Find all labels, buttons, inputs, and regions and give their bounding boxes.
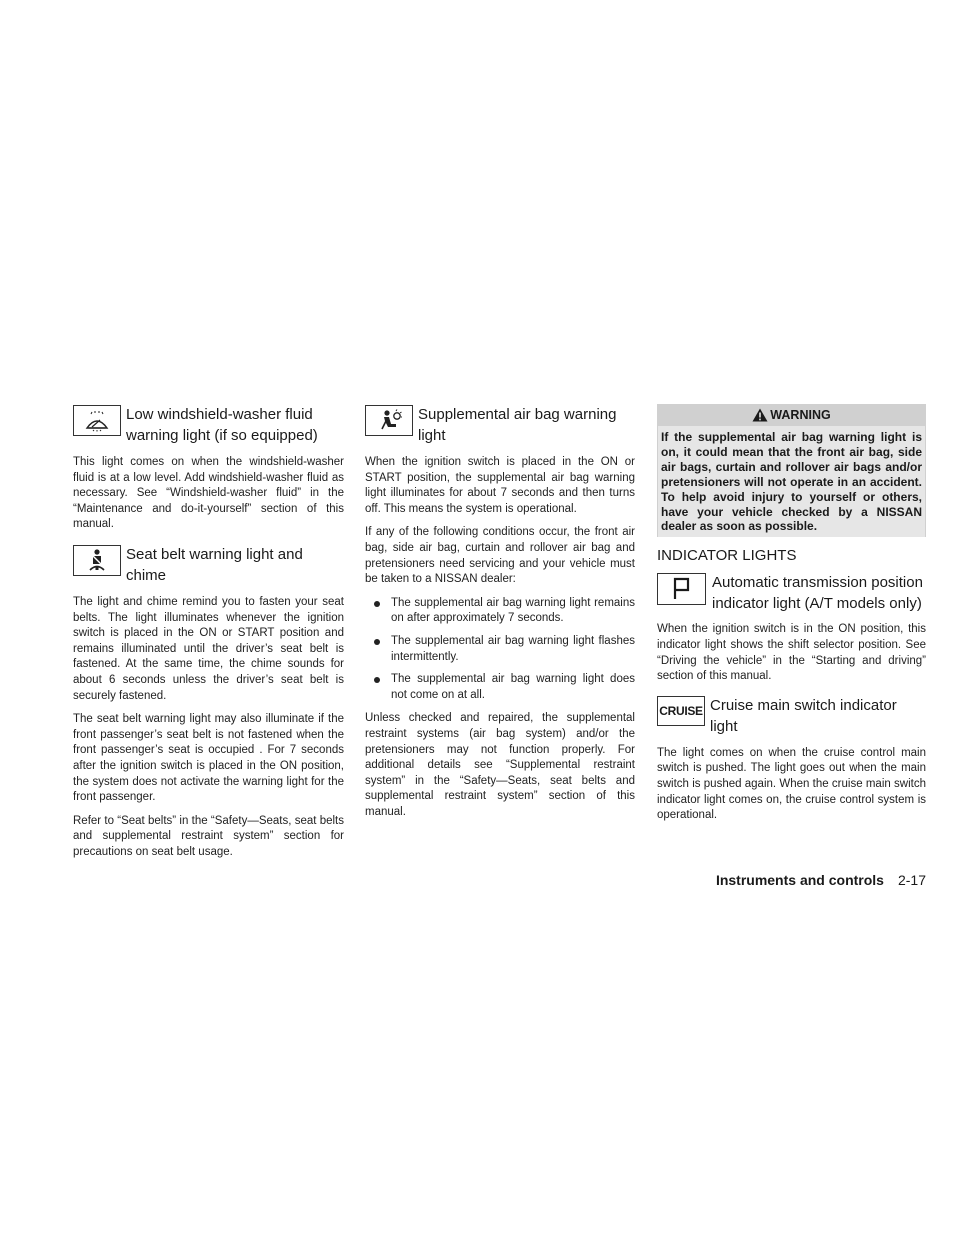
airbag-title: Supplemental air bag warning light	[418, 406, 617, 444]
page-number: 2-17	[897, 872, 926, 888]
bullet-icon	[374, 639, 380, 645]
page-footer	[716, 872, 926, 888]
at-position-heading	[657, 572, 926, 614]
cruise-body: The light comes on when the cruise control main switch is pushed. The light goes out when the main switch is pushed again. When the cruise main switch indicator light comes on, the cruise control system is operational.	[657, 746, 926, 822]
seat-belt-body-2: The seat belt warning light may also illuminate if the front passenger’s seat belt is not fastened when the front passenger’s seat is occupied . For 7 seconds after the ignition switch is placed in the ON position, the system does not activate the warning light for the front passenger.	[73, 713, 344, 804]
seat-belt-title: Seat belt warning light and chime	[126, 545, 303, 584]
park-p-icon	[657, 573, 706, 605]
seat-belt-icon	[73, 545, 121, 576]
cruise-heading	[657, 695, 926, 737]
airbag-conditions-list	[365, 596, 635, 704]
warning-box	[657, 404, 926, 537]
bullet-icon	[374, 677, 380, 683]
warning-title: WARNING	[770, 408, 831, 422]
airbag-heading	[365, 404, 635, 446]
list-item: The supplemental air bag warning light flashes intermittently.	[365, 634, 635, 665]
airbag-body-2: If any of the following conditions occur, the front air bag, side air bag, curtain and rollover air bag and pretensioners need servicing and your vehicle must be taken to a NISSAN dealer:	[365, 526, 635, 586]
washer-fluid-icon	[73, 405, 121, 436]
washer-fluid-heading	[73, 404, 344, 446]
column-left	[73, 404, 344, 868]
section-title: INDICATOR LIGHTS	[657, 547, 797, 565]
cruise-label: CRUISE	[659, 703, 703, 718]
seat-belt-body-1: The light and chime remind you to fasten your seat belts. The light illuminates whenever the ignition switch is placed in the ON or START position and remains illuminated until the driver’s seat belt is fastened. At the same time, the chime sounds for about 6 seconds unless the driver’s seat belt is securely fastened.	[73, 595, 344, 702]
seat-belt-heading	[73, 544, 344, 586]
airbag-body-1: When the ignition switch is placed in the ON or START position, the supplemental air bag warning light illuminates for about 7 seconds and then turns off. This means the system is operational.	[365, 456, 635, 515]
warning-text: If the supplemental air bag warning light is on, it could mean that the front air bag, side air bags, curtain and rollover air bags and/or pretensioners will not operate in an accident. To help avoid injury to yourself or others, have your vehicle checked by a NISSAN dealer as soon as possible.	[658, 426, 925, 537]
bullet-icon	[374, 601, 380, 607]
cruise-title: Cruise main switch indicator light	[710, 696, 897, 735]
washer-fluid-title: Low windshield-washer fluid warning light (if so equipped)	[126, 406, 318, 444]
washer-fluid-body: This light comes on when the windshield-washer fluid is at a low level. Add windshield-washer fluid as necessary. See “Windshield-washer fluid” in the “Maintenance and do-it-yourself” section of this manual.	[73, 456, 344, 531]
airbag-body-3: Unless checked and repaired, the supplemental restraint systems (air bag system) and/or the pretensioners may not function properly. For additional details see “Supplemental restraint system” in the “Safety—Seats, seat belts and supplemental restraint system” section of this manual.	[365, 712, 635, 818]
list-item: The supplemental air bag warning light does not come on at all.	[365, 672, 635, 703]
column-middle	[365, 404, 635, 828]
at-position-body: When the ignition switch is in the ON position, this indicator light shows the shift selector position. See “Driving the vehicle” in the “Starting and driving” section of this manual.	[657, 623, 926, 683]
chapter-title: Instruments and controls	[715, 872, 884, 888]
cruise-icon	[657, 696, 705, 726]
column-right	[657, 404, 926, 832]
seat-belt-body-3: Refer to “Seat belts” in the “Safety—Seats, seat belts and supplemental restraint system” section for precautions on seat belt usage.	[73, 814, 344, 858]
warning-header	[657, 404, 926, 426]
list-item: The supplemental air bag warning light remains on after approximately 7 seconds.	[365, 596, 635, 627]
airbag-icon	[365, 405, 413, 436]
at-position-title: Automatic transmission position indicator light (A/T models only)	[712, 574, 923, 613]
warning-triangle-icon	[752, 408, 768, 422]
